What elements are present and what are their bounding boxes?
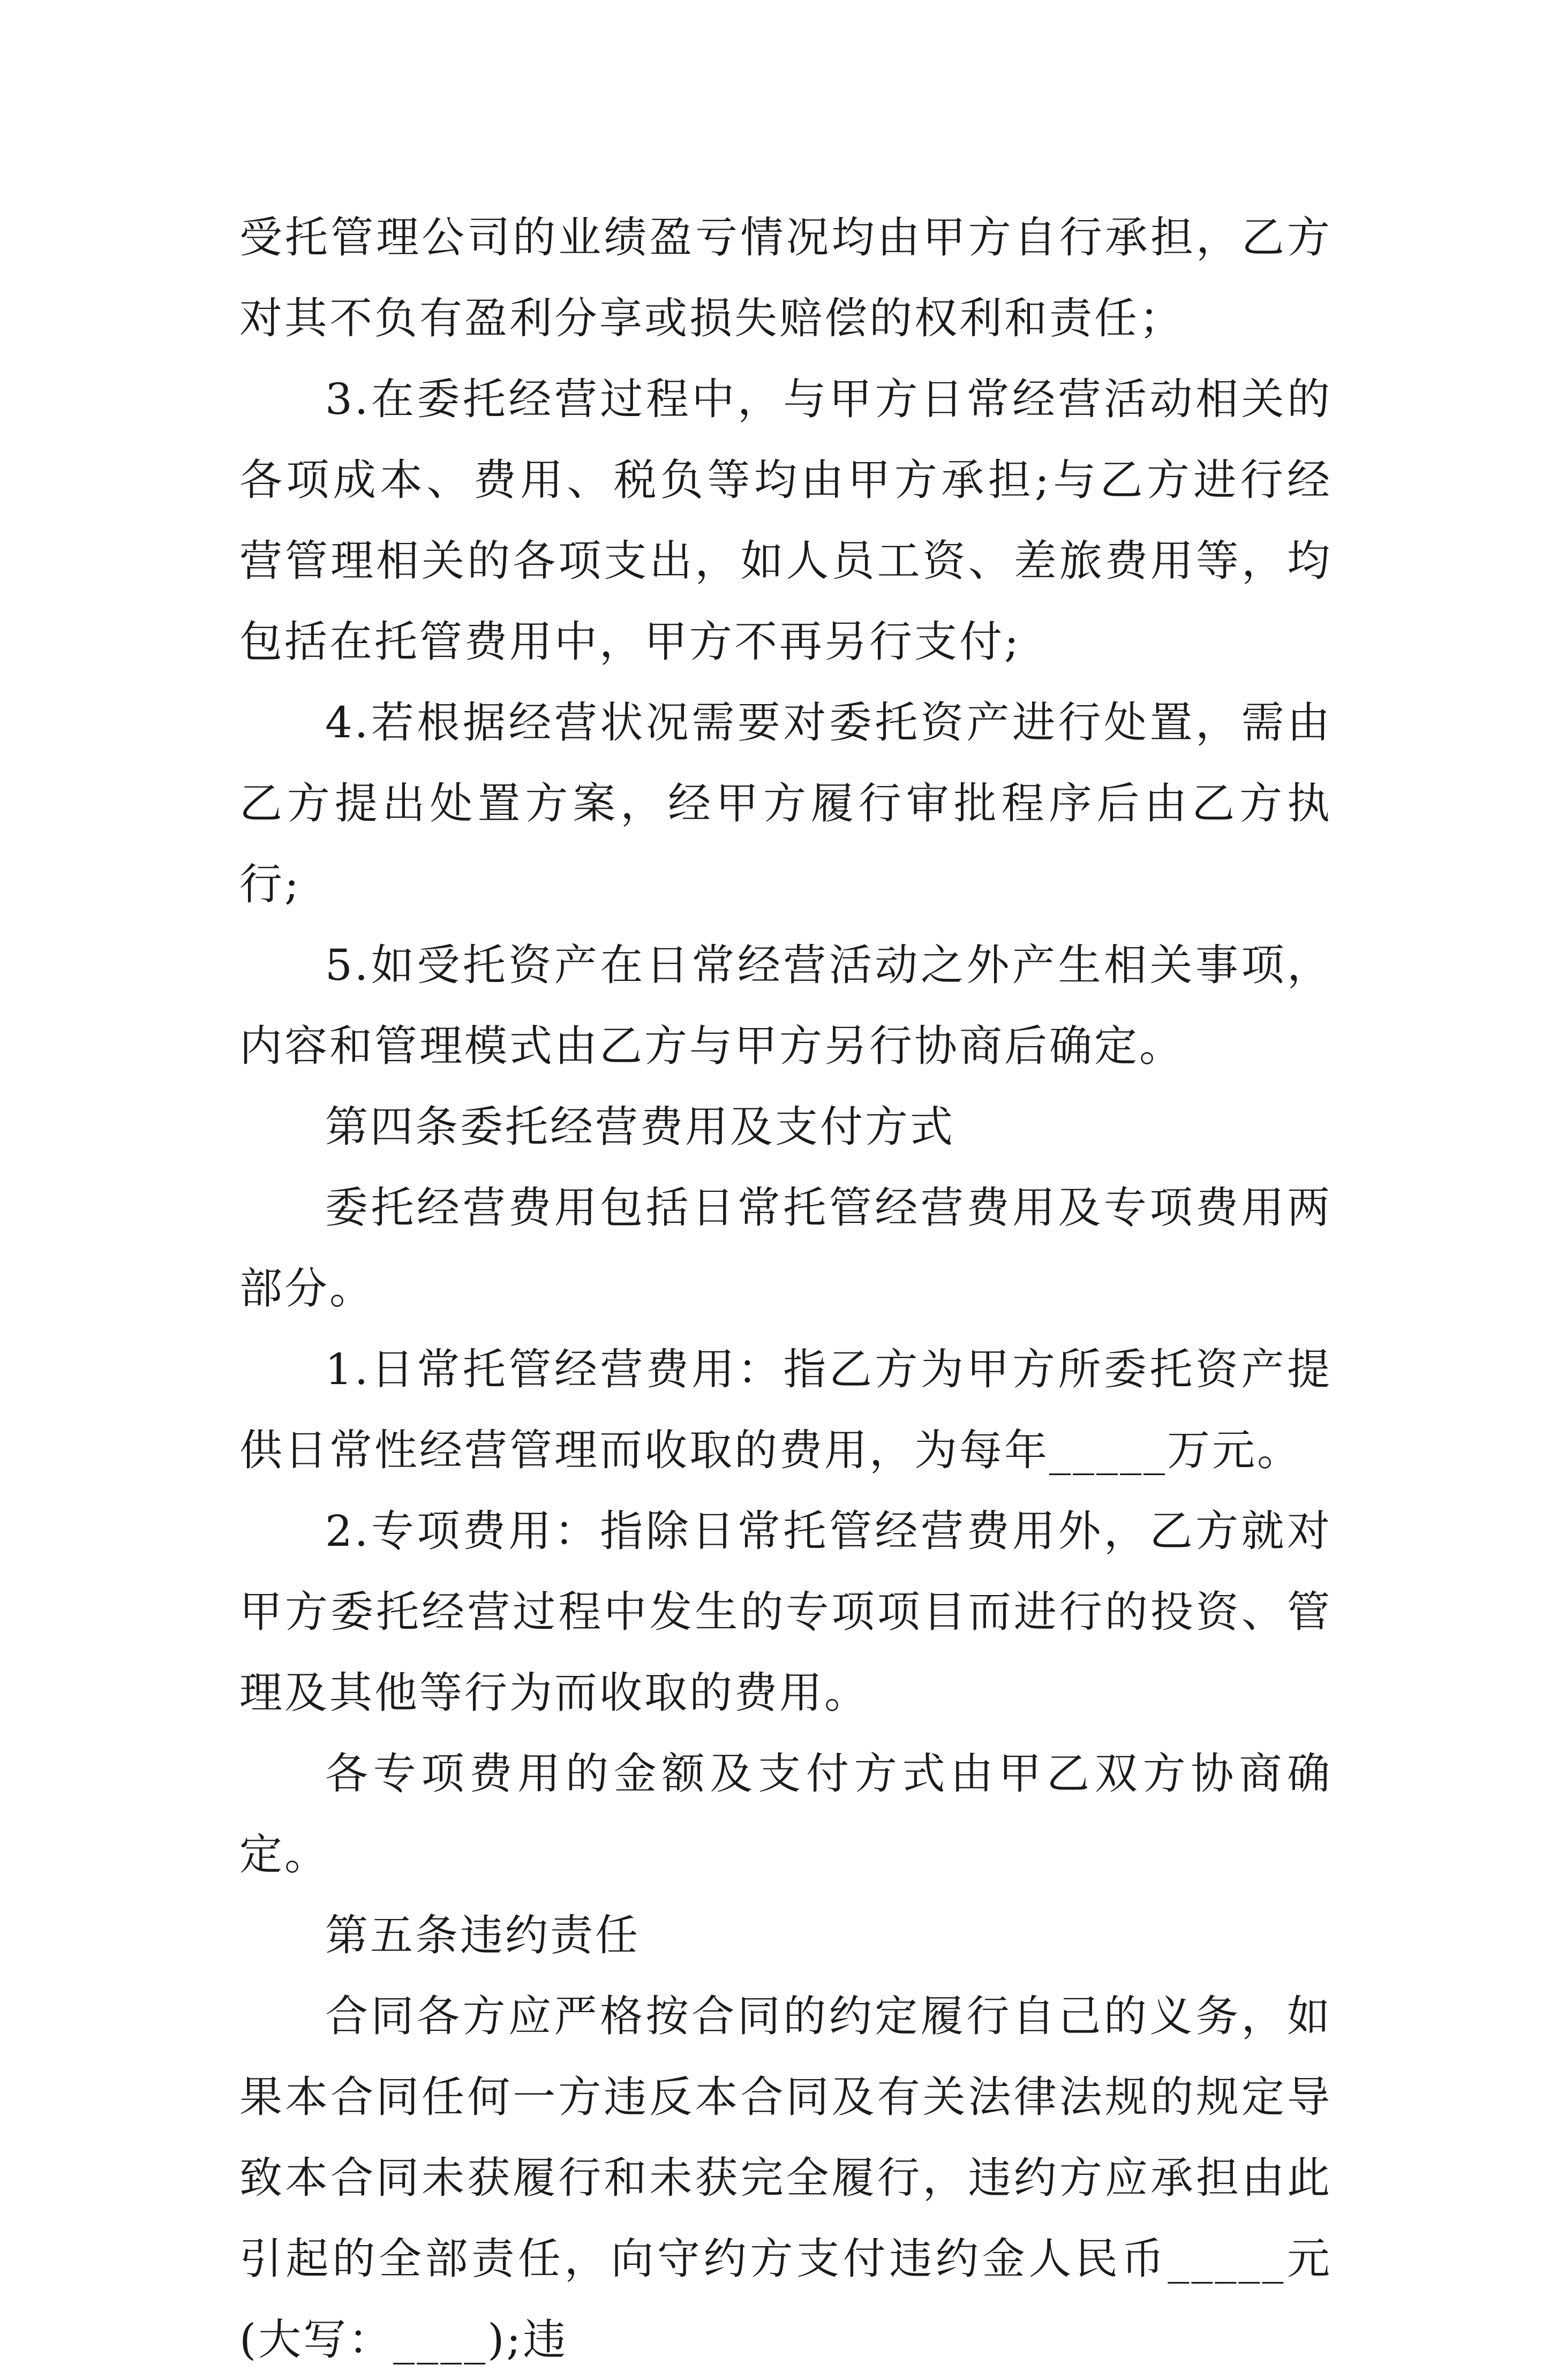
special-fee-note: 各专项费用的金额及支付方式由甲乙双方协商确定。 (239, 1749, 1332, 1879)
clause-item-3: 3.在委托经营过程中，与甲方日常经营活动相关的各项成本、费用、税负等均由甲方承担;与乙方进行经营管理相关的各项支出，如人员工资、差旅费用等，均包括在托管费用中，甲方不再另行支付; (239, 374, 1332, 667)
article-5-heading: 第五条违约责任 (325, 1910, 640, 1960)
article-4-intro: 委托经营费用包括日常托管经营费用及专项费用两部分。 (239, 1183, 1332, 1313)
document-body (239, 197, 1332, 2380)
fee-item-1: 1.日常托管经营费用：指乙方为甲方所委托资产提供日常性经营管理而收取的费用，为每年_____万元。 (239, 1344, 1332, 1475)
paragraph-management-results: 受托管理公司的业绩盈亏情况均由甲方自行承担，乙方对其不负有盈利分享或损失赔偿的权利和责任； (239, 213, 1332, 343)
article-4-heading: 第四条委托经营费用及支付方式 (325, 1102, 955, 1152)
fee-item-2: 2.专项费用：指除日常托管经营费用外，乙方就对甲方委托经营过程中发生的专项项目而进行的投资、管理及其他等行为而收取的费用。 (239, 1506, 1332, 1718)
clause-item-5: 5.如受托资产在日常经营活动之外产生相关事项，内容和管理模式由乙方与甲方另行协商后确定。 (239, 940, 1332, 1071)
clause-item-4: 4.若根据经营状况需要对委托资产进行处置，需由乙方提出处置方案，经甲方履行审批程序后由乙方执行; (239, 698, 1332, 909)
breach-liability-paragraph: 合同各方应严格按合同的约定履行自己的义务，如果本合同任何一方违反本合同及有关法律法规的规定导致本合同未获履行和未获完全履行，违约方应承担由此引起的全部责任，向守约方支付违约金人民币_____元(大写：____);违 (239, 1991, 1332, 2364)
